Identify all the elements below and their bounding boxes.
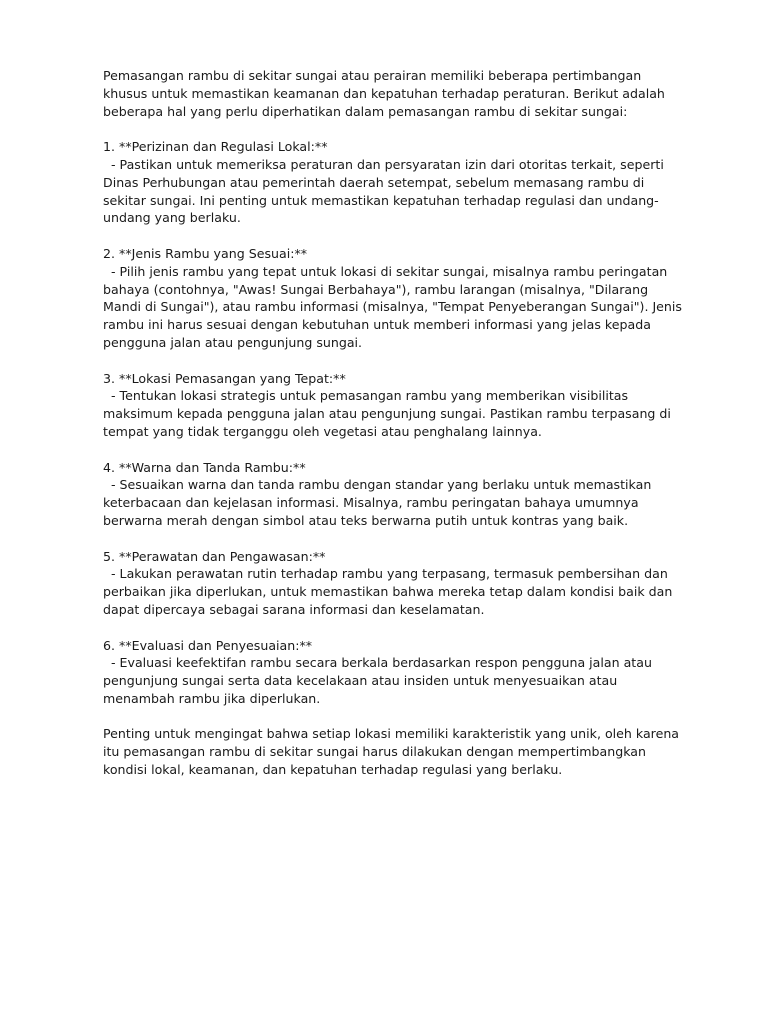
- item-description: - Pastikan untuk memeriksa peraturan dan persyaratan izin dari otoritas terkait, seperti Dinas Perhubungan atau pemerintah daerah setempat, sebelum memasang rambu di sekitar sungai. Ini penting untuk memastikan kepatuhan terhadap regulasi dan undang-undang yang berlaku.: [103, 156, 664, 226]
- item-title: 3. **Lokasi Pemasangan yang Tepat:**: [103, 370, 346, 386]
- list-item-5: [103, 548, 683, 619]
- list-item-1: [103, 138, 683, 227]
- item-title: 1. **Perizinan dan Regulasi Lokal:**: [103, 139, 328, 155]
- item-description: - Sesuaikan warna dan tanda rambu dengan standar yang berlaku untuk memastikan keterbacaan dan kejelasan informasi. Misalnya, rambu peringatan bahaya umumnya berwarna merah dengan simbol atau teks berwarna putih untuk kontras yang baik.: [103, 477, 652, 528]
- item-description: - Tentukan lokasi strategis untuk pemasangan rambu yang memberikan visibilitas maksimum kepada pengguna jalan atau pengunjung sungai. Pastikan rambu terpasang di tempat yang tidak terganggu oleh vegetasi atau penghalang lainnya.: [103, 388, 671, 439]
- list-item-2: [103, 245, 683, 352]
- item-title: 5. **Perawatan dan Pengawasan:**: [103, 548, 326, 564]
- item-title: 2. **Jenis Rambu yang Sesuai:**: [103, 245, 308, 261]
- item-description: - Evaluasi keefektifan rambu secara berkala berdasarkan respon pengguna jalan atau pengunjung sungai serta data kecelakaan atau insiden untuk menyesuaikan atau menambah rambu jika diperlukan.: [103, 655, 652, 706]
- list-item-6: [103, 637, 683, 708]
- item-description: - Lakukan perawatan rutin terhadap rambu yang terpasang, termasuk pembersihan dan perbaikan jika diperlukan, untuk memastikan bahwa mereka tetap dalam kondisi baik dan dapat dipercaya sebagai sarana informasi dan keselamatan.: [103, 566, 673, 617]
- document-body: [103, 67, 683, 797]
- item-title: 6. **Evaluasi dan Penyesuaian:**: [103, 637, 313, 653]
- closing-paragraph: Penting untuk mengingat bahwa setiap lokasi memiliki karakteristik yang unik, oleh karena itu pemasangan rambu di sekitar sungai harus dilakukan dengan mempertimbangkan kondisi lokal, keamanan, dan kepatuhan terhadap regulasi yang berlaku.: [103, 726, 680, 778]
- list-item-4: [103, 459, 683, 530]
- intro-paragraph: Pemasangan rambu di sekitar sungai atau perairan memiliki beberapa pertimbangan khusus untuk memastikan keamanan dan kepatuhan terhadap peraturan. Berikut adalah beberapa hal yang perlu diperhatikan dalam pemasangan rambu di sekitar sungai:: [103, 68, 665, 119]
- item-description: - Pilih jenis rambu yang tepat untuk lokasi di sekitar sungai, misalnya rambu peringatan bahaya (contohnya, "Awas! Sungai Berbahaya"), rambu larangan (misalnya, "Dilarang Mandi di Sungai"), atau rambu informasi (misalnya, "Tempat Penyeberangan Sungai"). Jenis rambu ini harus sesuai dengan kebutuhan untuk memberi informasi yang jelas kepada pengguna jalan atau pengunjung sungai.: [103, 263, 682, 350]
- list-item-3: [103, 370, 683, 441]
- item-title: 4. **Warna dan Tanda Rambu:**: [103, 459, 306, 475]
